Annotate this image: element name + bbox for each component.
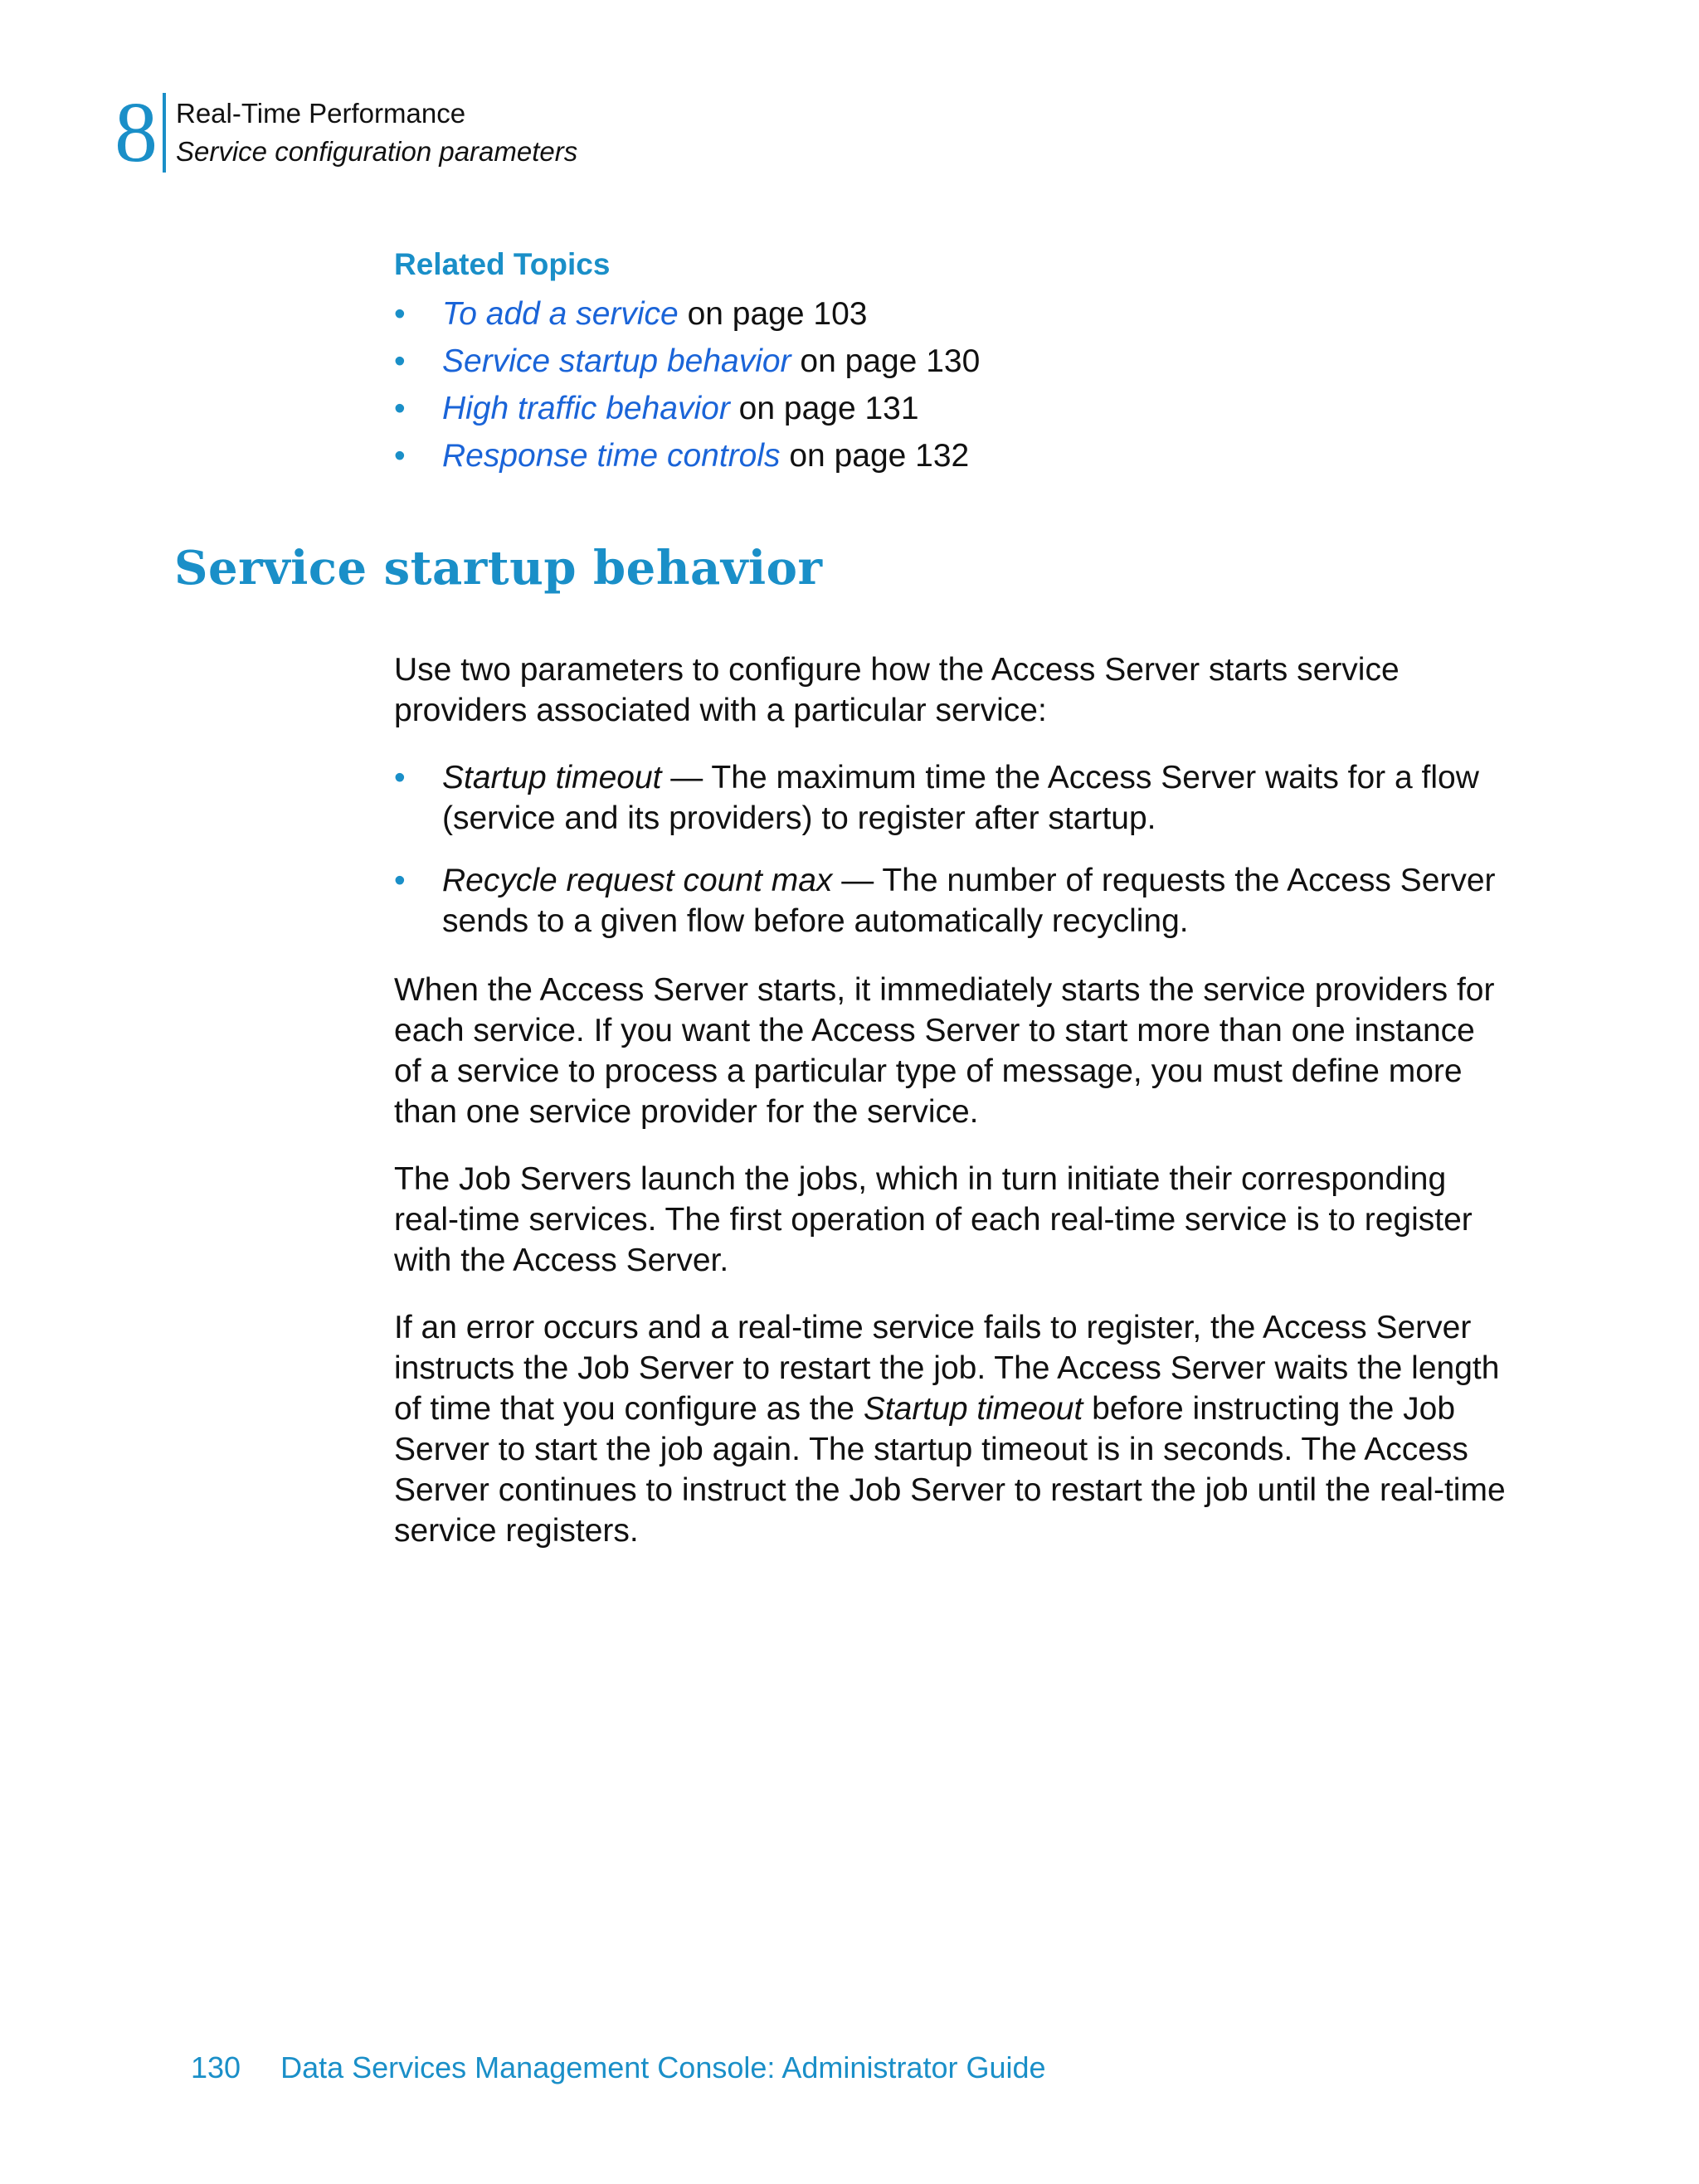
bullet-icon: •: [394, 863, 406, 898]
section-body: [394, 649, 1510, 1578]
section-title: Service startup behavior: [174, 541, 823, 596]
related-topic-item: [394, 290, 1555, 338]
parameter-item: [394, 860, 1510, 941]
related-topic-link[interactable]: High traffic behavior: [442, 391, 730, 426]
page-footer: [191, 2047, 1046, 2089]
parameter-description: — The maximum time the Access Server waits for a flow (service and its providers) to register after startup.: [442, 760, 1479, 836]
header-divider: [163, 93, 166, 173]
related-topic-page-ref: on page 130: [791, 343, 981, 379]
related-topic-item: [394, 338, 1555, 385]
bullet-icon: •: [394, 343, 406, 379]
body-paragraph: The Job Servers launch the jobs, which in turn initiate their corresponding real-time services. The first operation of each real-time service is to register with the Access Server.: [394, 1161, 1473, 1278]
parameter-item: [394, 757, 1510, 839]
parameter-term: Recycle request count max: [442, 863, 833, 898]
related-topic-item: [394, 432, 1555, 479]
body-paragraph: [394, 1307, 1510, 1551]
related-topic-page-ref: on page 131: [729, 391, 919, 426]
paragraph-text: If an error occurs and a real-time service fails to register, the Access Server instructs the Job Server to restart the job. The Access Server waits the length of time that you configure as the: [394, 1310, 1500, 1427]
chapter-title: Real-Time Performance: [176, 98, 466, 129]
bullet-icon: •: [394, 296, 406, 332]
related-topic-link[interactable]: Service startup behavior: [442, 343, 791, 379]
page-number: 130: [191, 2050, 241, 2084]
paragraph-text: before instructing the Job Server to start the job again. The startup timeout is in seconds. The Access Server continues to instruct the Job Server to restart the job until the real-time service registers.: [394, 1391, 1506, 1549]
header-section-title: Service configuration parameters: [176, 136, 578, 167]
running-header: [114, 85, 578, 180]
parameter-description: — The number of requests the Access Server sends to a given flow before automatically recycling.: [442, 863, 1496, 939]
bullet-icon: •: [394, 760, 406, 795]
related-topics: [394, 239, 1555, 479]
related-topic-page-ref: on page 132: [780, 438, 970, 474]
parameter-term: Startup timeout: [442, 760, 662, 795]
body-paragraph: When the Access Server starts, it immediately starts the service providers for each service. If you want the Access Server to start more than one instance of a service to process a particular type of message, you must define more than one service provider for the service.: [394, 972, 1495, 1130]
bullet-icon: •: [394, 391, 406, 426]
inline-term: Startup timeout: [863, 1391, 1083, 1427]
parameter-list: [394, 757, 1510, 941]
related-topic-item: [394, 385, 1555, 432]
book-title: Data Services Management Console: Administrator Guide: [280, 2050, 1046, 2084]
related-topic-link[interactable]: Response time controls: [442, 438, 781, 474]
intro-paragraph: Use two parameters to configure how the Access Server starts service providers associated with a particular service:: [394, 652, 1400, 728]
related-topic-link[interactable]: To add a service: [442, 296, 679, 332]
chapter-number: 8: [114, 85, 158, 180]
related-topic-page-ref: on page 103: [678, 296, 868, 332]
related-topics-list: [394, 290, 1555, 479]
related-topics-title: Related Topics: [394, 247, 611, 281]
header-text: [176, 93, 577, 173]
bullet-icon: •: [394, 438, 406, 474]
